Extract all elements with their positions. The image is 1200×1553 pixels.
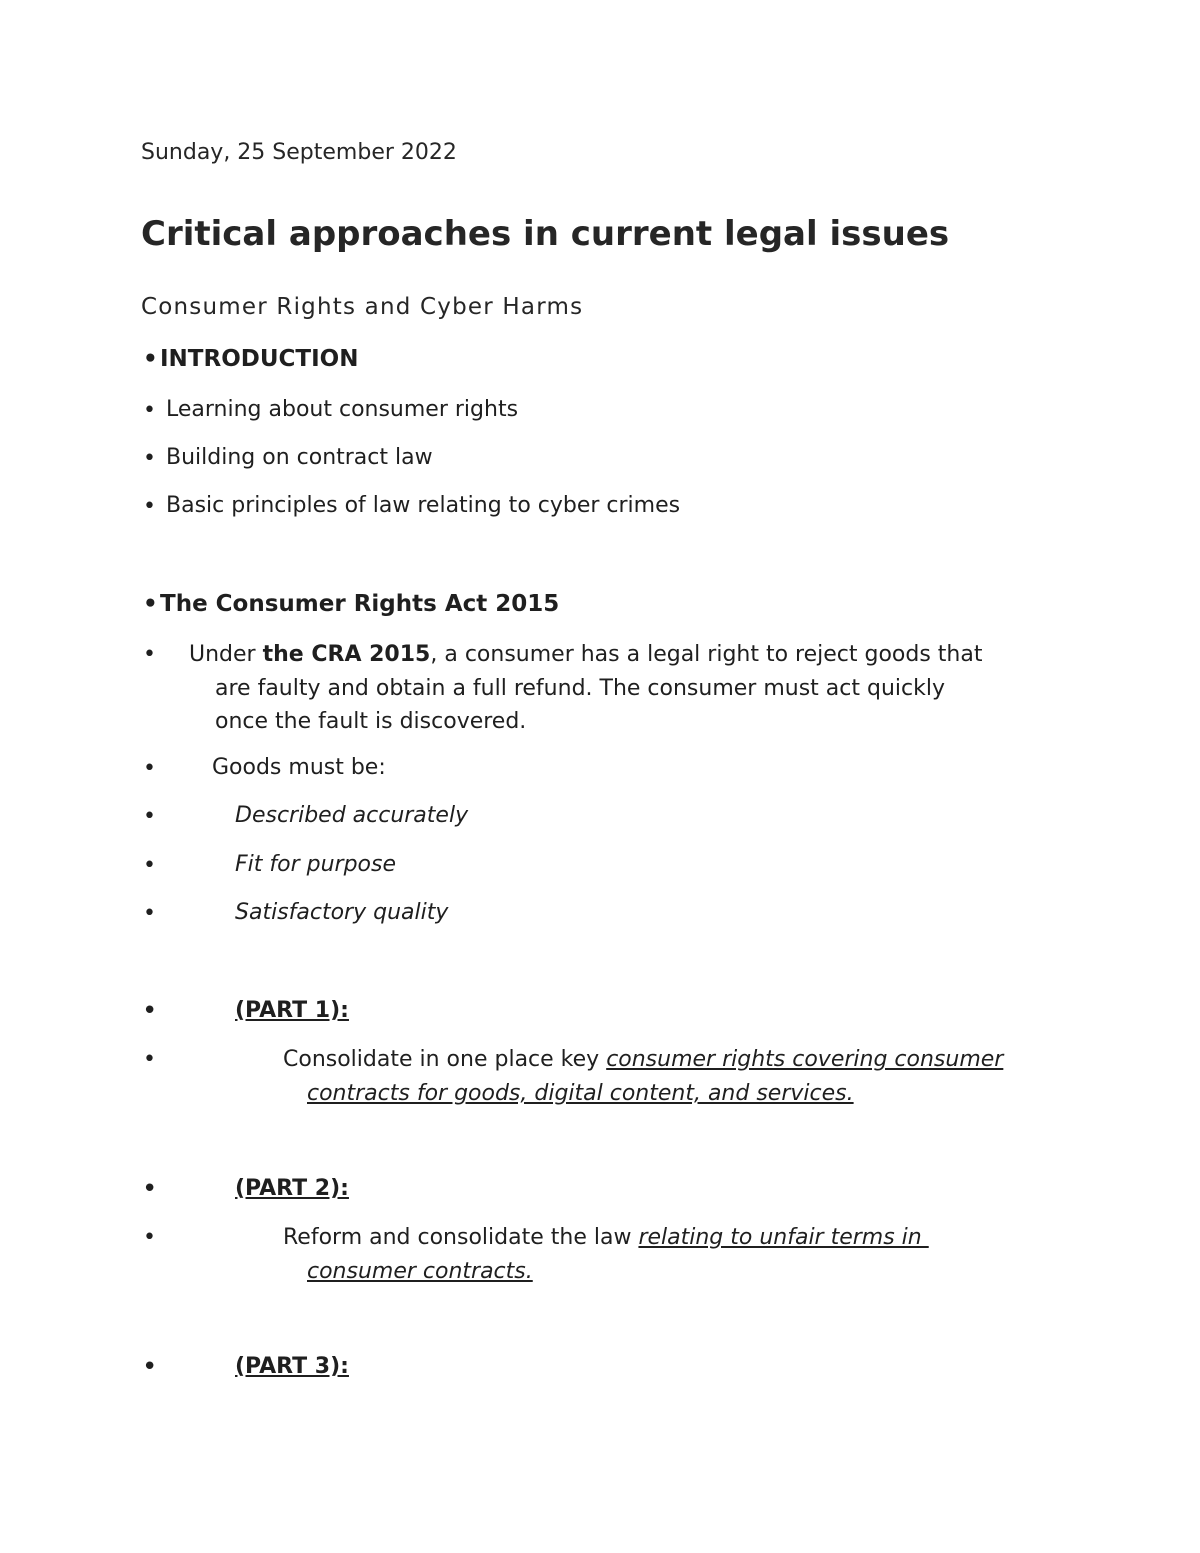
bullet-icon: • [143,1047,156,1072]
bullet-icon: • [142,1174,158,1204]
part-2-label: (PART 2): [235,1176,349,1201]
document-subtitle: Consumer Rights and Cyber Harms [141,294,584,320]
cra-paragraph-line-1 [189,638,983,671]
bullet-icon: • [143,591,158,617]
goods-item: Satisfactory quality [235,900,449,925]
bullet-icon: • [143,346,158,372]
list-item: Basic principles of law relating to cyber crimes [166,493,681,518]
cra-para-rest: , a consumer has a legal right to reject goods that [430,642,983,667]
part-2-prefix: Reform and consolidate the law [283,1225,639,1250]
bullet-icon: • [142,996,158,1026]
bullet-icon: • [143,853,156,878]
bullet-icon: • [142,1352,158,1382]
bullet-icon: • [143,494,156,519]
bullet-icon: • [143,804,156,829]
list-item: Building on contract law [166,445,433,470]
goods-intro: Goods must be: [212,755,386,780]
cra-paragraph-line-2: are faulty and obtain a full refund. The consumer must act quickly [215,676,945,701]
goods-item: Described accurately [235,803,469,828]
list-item: Learning about consumer rights [166,397,519,422]
part-1-text-line-2: contracts for goods, digital content, and services. [307,1081,854,1106]
bullet-icon: • [143,1225,156,1250]
part-1-text-line-1 [283,1043,1003,1076]
introduction-heading-text: INTRODUCTION [160,346,359,372]
cra-heading-text: The Consumer Rights Act 2015 [160,591,560,617]
part-3-label: (PART 3): [235,1354,349,1379]
part-2-text-line-2: consumer contracts. [307,1259,533,1284]
cra-paragraph-line-3: once the fault is discovered. [215,709,527,734]
part-2-text-line-1 [283,1221,929,1254]
bullet-icon: • [143,446,156,471]
goods-item: Fit for purpose [235,852,397,877]
cra-para-prefix: Under [189,642,263,667]
part-2-emphasis: relating to unfair terms in [638,1225,929,1250]
document-date: Sunday, 25 September 2022 [141,140,457,165]
document-title: Critical approaches in current legal issues [141,214,950,254]
bullet-icon: • [143,642,156,667]
cra-heading [143,591,559,617]
cra-para-bold: the CRA 2015 [262,642,431,667]
bullet-icon: • [143,756,156,781]
bullet-icon: • [143,901,156,926]
part-1-emphasis: consumer rights covering consumer [606,1047,1004,1072]
introduction-heading [143,346,358,372]
bullet-icon: • [143,398,156,423]
part-1-prefix: Consolidate in one place key [283,1047,607,1072]
part-1-label: (PART 1): [235,998,349,1023]
